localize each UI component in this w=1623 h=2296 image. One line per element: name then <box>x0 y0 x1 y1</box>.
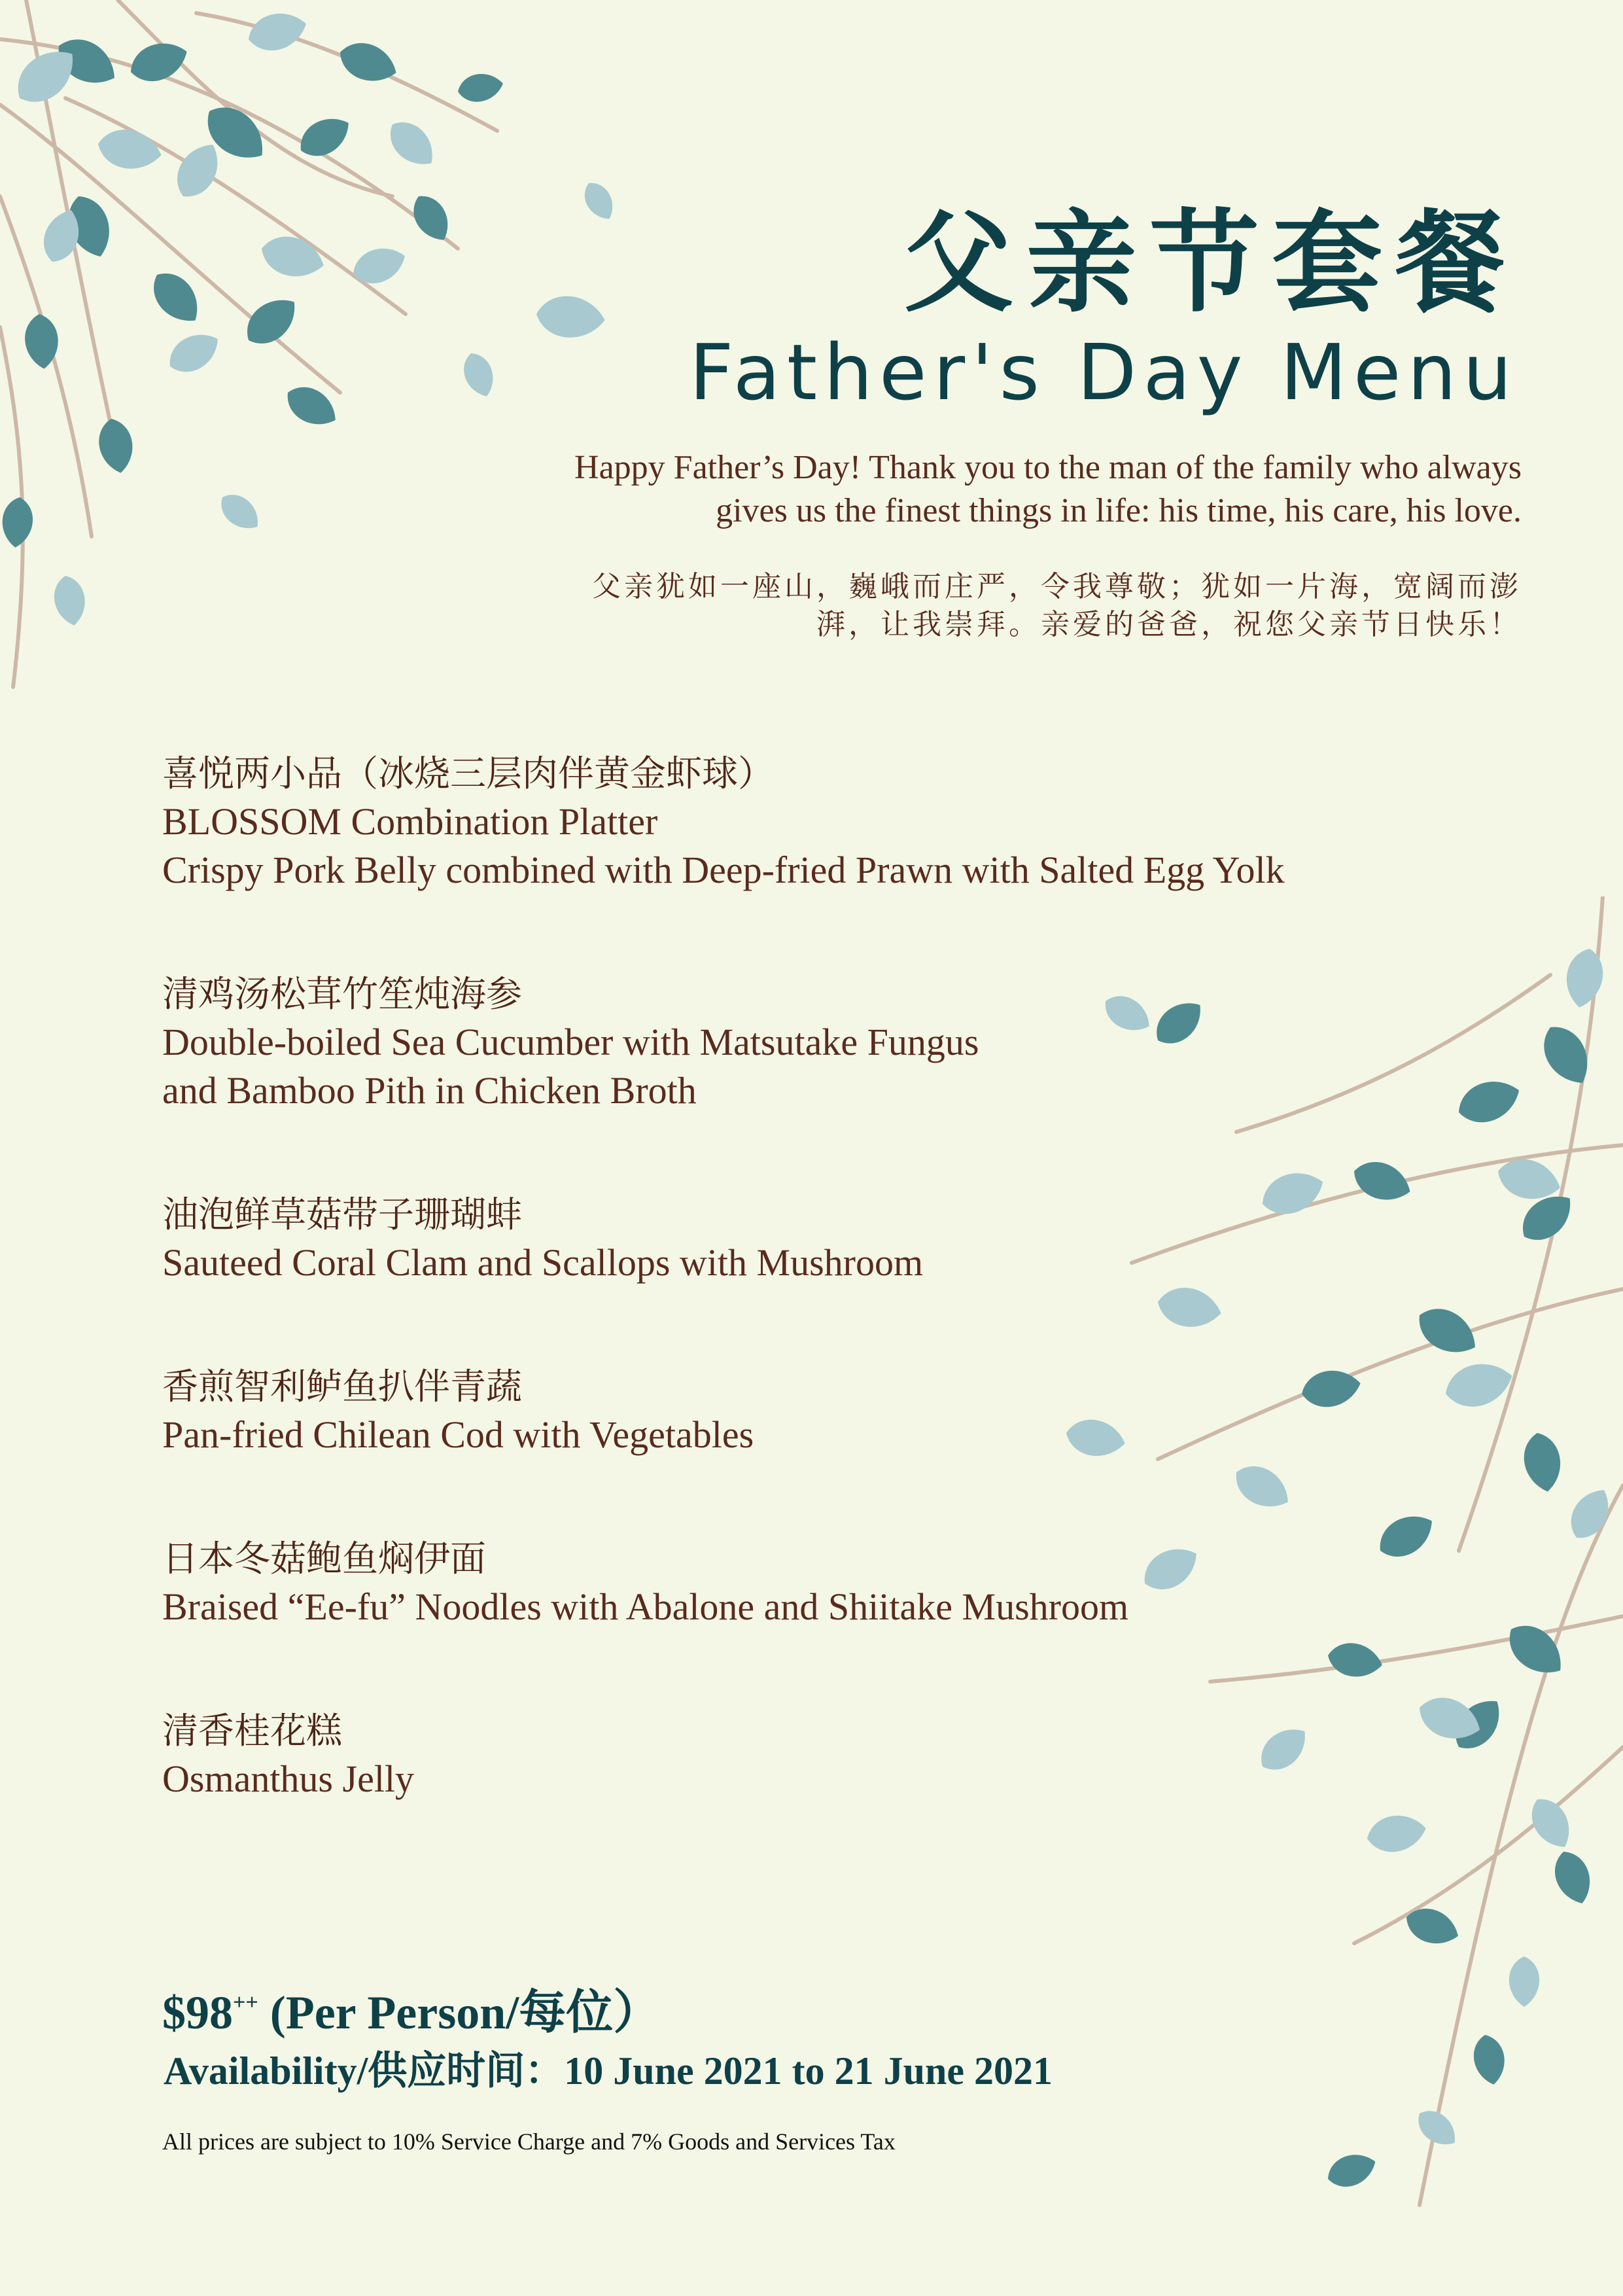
dish-name-english: Sauteed Coral Clam and Scallops with Mushroom <box>162 1241 924 1284</box>
menu-item <box>162 749 1471 894</box>
dish-name-english: BLOSSOM Combination Platter <box>162 800 658 843</box>
dish-name-chinese: 香煎智利鲈鱼扒伴青蔬 <box>162 1366 523 1407</box>
price-amount: $98 <box>162 1987 233 2039</box>
menu-list <box>162 749 1471 1879</box>
tax-footnote: All prices are subject to 10% Service Charge and 7% Goods and Services Tax <box>162 2128 896 2155</box>
intro-english-line: gives us the finest things in life: his time, his care, his love. <box>716 492 1522 529</box>
title-english: Father's Day Menu <box>689 327 1518 417</box>
dish-name-chinese: 清香桂花糕 <box>162 1710 343 1752</box>
intro-chinese-line: 父亲犹如一座山，巍峨而庄严，令我尊敬；犹如一片海，宽阔而澎 <box>592 570 1522 603</box>
menu-item <box>162 1706 1471 1803</box>
intro-chinese-line: 湃，让我崇拜。亲爱的爸爸，祝您父亲节日快乐！ <box>816 608 1522 641</box>
dish-name-english: Pan-fried Chilean Cod with Vegetables <box>162 1413 754 1456</box>
dish-name-chinese: 油泡鲜草菇带子珊瑚蚌 <box>162 1193 523 1235</box>
intro-chinese <box>311 568 1522 644</box>
dish-name-chinese: 喜悦两小品（冰烧三层肉伴黄金虾球） <box>162 752 775 794</box>
menu-item <box>162 1190 1471 1287</box>
price-unit: (Per Person/每位） <box>258 1987 661 2039</box>
dish-name-english-cont: and Bamboo Pith in Chicken Broth <box>162 1069 697 1112</box>
availability-line: Availability/供应时间：10 June 2021 to 21 June 2021 <box>164 2049 1053 2093</box>
title-chinese: 父亲节套餐 <box>903 199 1518 327</box>
dish-name-english: Osmanthus Jelly <box>162 1757 415 1800</box>
dish-name-chinese: 日本冬菇鲍鱼焖伊面 <box>162 1538 487 1580</box>
dish-name-english: Braised “Ee-fu” Noodles with Abalone and Shiitake Mushroom <box>162 1585 1129 1628</box>
price-line <box>162 1987 661 2039</box>
dish-name-chinese: 清鸡汤松茸竹笙炖海参 <box>162 973 523 1015</box>
dish-name-english: Double-boiled Sea Cucumber with Matsutake Fungus <box>162 1021 979 1063</box>
menu-item <box>162 1362 1471 1459</box>
menu-item <box>162 1534 1471 1631</box>
menu-item <box>162 970 1471 1115</box>
intro-english-line: Happy Father’s Day! Thank you to the man of the family who always <box>574 449 1522 486</box>
price-suffix: ++ <box>233 1990 258 2015</box>
dish-description: Crispy Pork Belly combined with Deep-fried Prawn with Salted Egg Yolk <box>162 849 1285 891</box>
intro-english <box>311 446 1522 533</box>
